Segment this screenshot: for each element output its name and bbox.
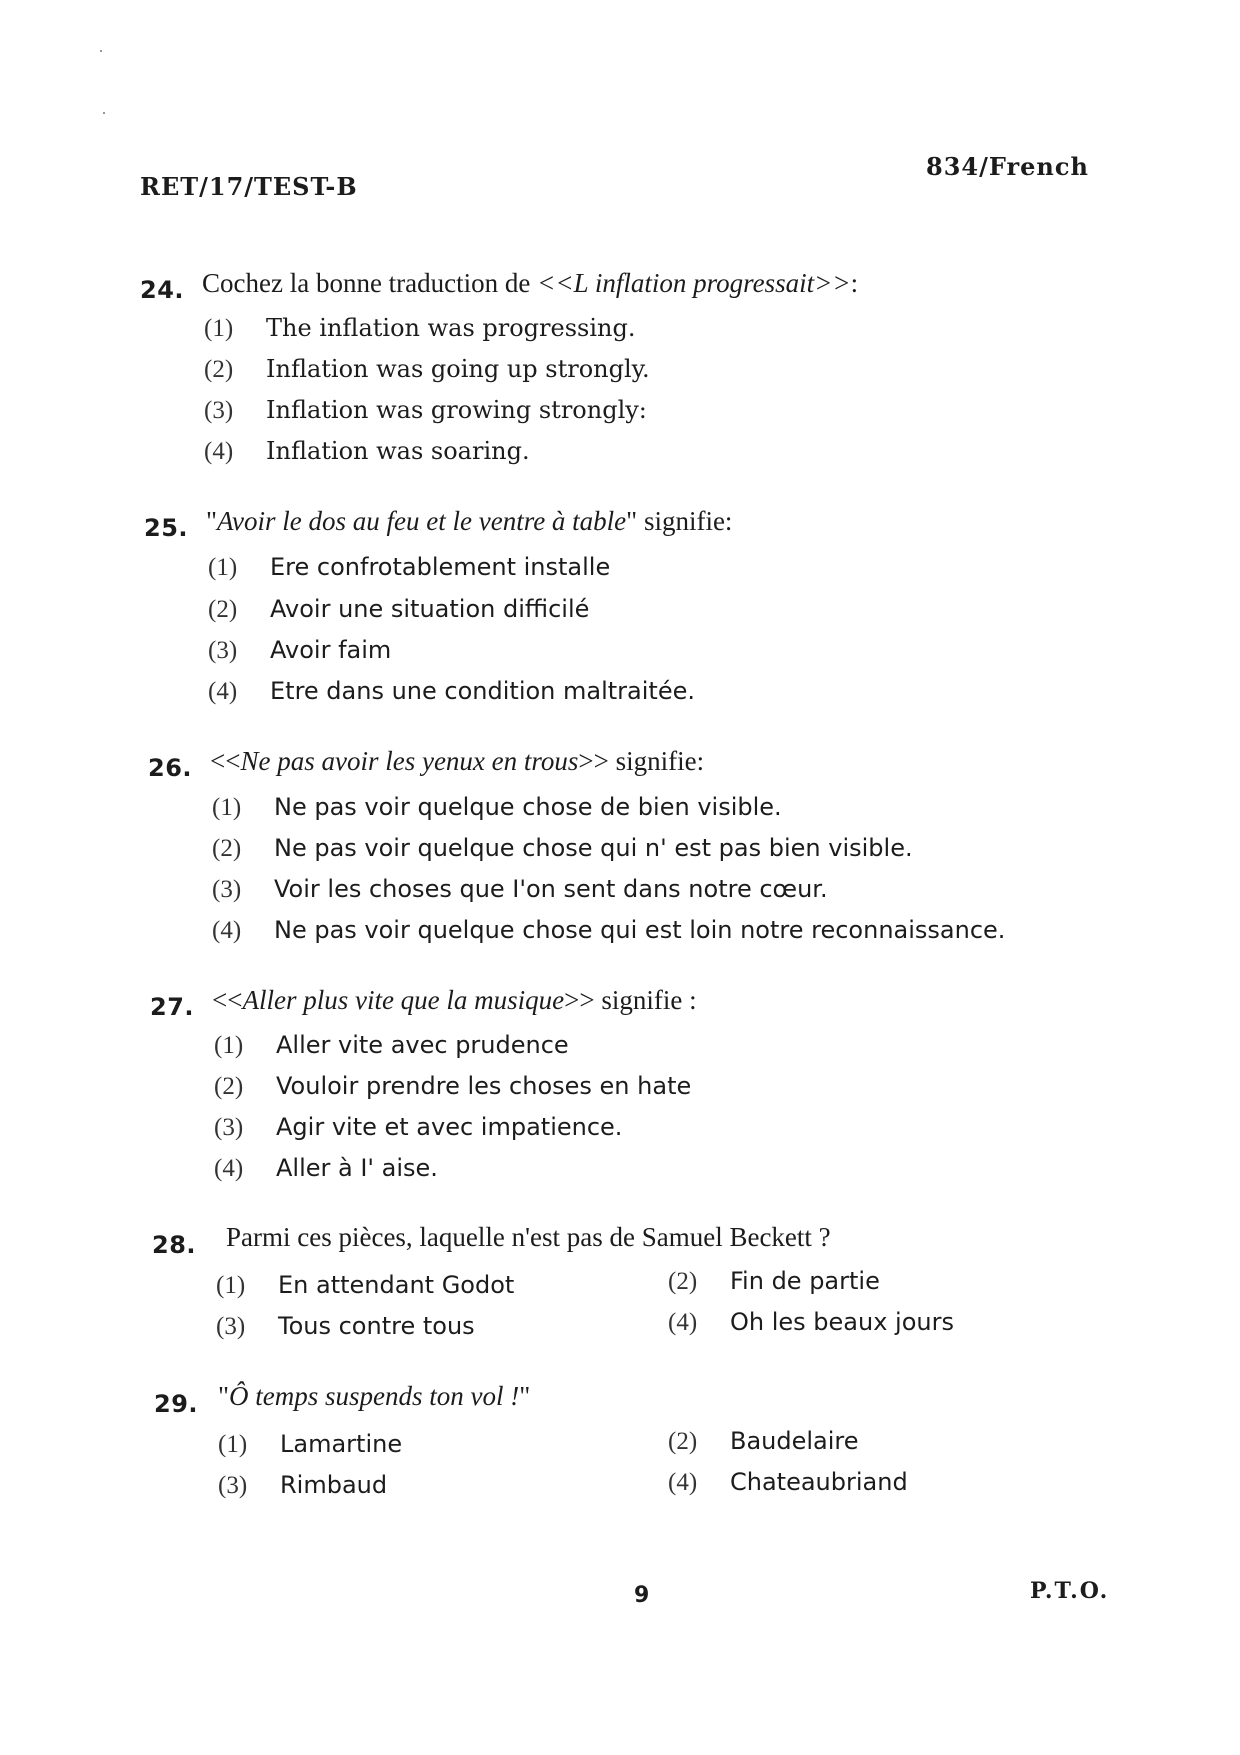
question-number: 25.: [144, 514, 189, 542]
option-2: [204, 355, 650, 384]
option-1: [204, 314, 635, 343]
option-number: (2): [212, 835, 242, 862]
option-3: [204, 396, 647, 425]
option-2: [668, 1427, 859, 1456]
prompt-text: >> signifie :: [564, 985, 697, 1015]
option-number: (1): [212, 794, 242, 821]
prompt-text: <<: [210, 746, 241, 776]
option-number: (4): [204, 438, 234, 465]
question-prompt: [226, 1222, 831, 1253]
option-number: (4): [214, 1155, 244, 1182]
option-number: (3): [204, 397, 234, 424]
option-number: (4): [668, 1309, 698, 1336]
option-number: (4): [208, 678, 238, 705]
option-2: [214, 1072, 691, 1101]
option-3: [216, 1312, 475, 1341]
option-text: Etre dans une condition maltraitée.: [270, 677, 695, 705]
question-number: 24.: [140, 276, 185, 304]
prompt-quote: Ô temps suspends ton vol !: [229, 1381, 520, 1411]
option-number: (1): [208, 554, 238, 581]
option-text: Inflation was soaring.: [266, 437, 530, 465]
option-text: Inflation was growing strongly:: [266, 396, 647, 424]
option-4: [212, 916, 1005, 945]
option-text: Chateaubriand: [730, 1468, 908, 1496]
option-text: Ere confrotablement installe: [270, 553, 611, 581]
option-text: Oh les beaux jours: [730, 1308, 954, 1336]
question-prompt: [212, 985, 697, 1016]
question-number: 28.: [152, 1231, 197, 1259]
option-text: Avoir faim: [270, 636, 392, 664]
option-2: [212, 834, 913, 863]
prompt-text: ": [206, 506, 218, 536]
option-number: (3): [216, 1313, 246, 1340]
prompt-quote: Aller plus vite que la musique: [242, 985, 565, 1015]
option-1: [214, 1031, 569, 1060]
option-number: (2): [214, 1073, 244, 1100]
option-4: [214, 1154, 438, 1183]
question-prompt: [210, 746, 704, 777]
option-number: (1): [216, 1272, 246, 1299]
question-number: 29.: [154, 1390, 199, 1418]
option-number: (4): [668, 1469, 698, 1496]
question-number: 26.: [148, 754, 193, 782]
question-prompt: [206, 506, 732, 537]
option-number: (2): [208, 596, 238, 623]
scan-speck: [100, 50, 102, 52]
prompt-quote: Ne pas avoir les yenux en trous: [240, 746, 579, 776]
page-number: 9: [634, 1583, 650, 1608]
question-prompt: [202, 268, 858, 299]
option-text: Baudelaire: [730, 1427, 859, 1455]
prompt-text: :: [850, 268, 859, 298]
option-text: En attendant Godot: [278, 1271, 515, 1299]
option-number: (3): [214, 1114, 244, 1141]
prompt-text: <<: [212, 985, 243, 1015]
option-text: Vouloir prendre les choses en hate: [276, 1072, 692, 1100]
option-number: (3): [218, 1472, 248, 1499]
option-text: Lamartine: [280, 1430, 403, 1458]
option-3: [218, 1471, 387, 1500]
option-2: [208, 595, 589, 624]
prompt-text: " signifie:: [626, 506, 733, 536]
question-prompt: [218, 1381, 530, 1412]
prompt-quote: Avoir le dos au feu et le ventre à table: [217, 506, 627, 536]
option-text: Fin de partie: [730, 1267, 880, 1295]
option-text: Voir les choses que I'on sent dans notre cœur.: [274, 875, 828, 903]
option-text: Ne pas voir quelque chose de bien visible.: [274, 793, 782, 821]
option-2: [668, 1267, 880, 1296]
option-text: Aller vite avec prudence: [276, 1031, 569, 1059]
option-number: (3): [212, 876, 242, 903]
option-text: Tous contre tous: [278, 1312, 475, 1340]
question-number: 27.: [150, 993, 195, 1021]
option-number: (1): [214, 1032, 244, 1059]
option-4: [208, 677, 695, 706]
option-4: [668, 1308, 954, 1337]
please-turn-over: P.T.O.: [1030, 1578, 1110, 1604]
option-3: [208, 636, 391, 665]
prompt-text: Parmi ces pièces, laquelle n'est pas de Samuel Beckett ?: [226, 1222, 831, 1252]
prompt-text: >> signifie:: [578, 746, 705, 776]
option-number: (2): [204, 356, 234, 383]
option-number: (4): [212, 917, 242, 944]
option-3: [212, 875, 828, 904]
paper-code: 834/French: [926, 152, 1089, 181]
option-number: (1): [204, 315, 234, 342]
option-number: (1): [218, 1431, 248, 1458]
option-text: Rimbaud: [280, 1471, 388, 1499]
prompt-text: ": [519, 1381, 531, 1411]
option-text: Inflation was going up strongly.: [266, 355, 650, 383]
option-text: The inflation was progressing.: [266, 314, 636, 342]
option-1: [218, 1430, 402, 1459]
scan-speck: [103, 112, 105, 114]
option-number: (3): [208, 637, 238, 664]
option-1: [212, 793, 782, 822]
prompt-text: ": [218, 1381, 230, 1411]
option-text: Ne pas voir quelque chose qui est loin notre reconnaissance.: [274, 916, 1006, 944]
option-text: Agir vite et avec impatience.: [276, 1113, 623, 1141]
option-4: [204, 437, 530, 466]
option-4: [668, 1468, 908, 1497]
option-text: Avoir une situation difficilé: [270, 595, 590, 623]
option-text: Aller à I' aise.: [276, 1154, 438, 1182]
option-text: Ne pas voir quelque chose qui n' est pas bien visible.: [274, 834, 913, 862]
option-number: (2): [668, 1268, 698, 1295]
option-1: [208, 553, 610, 582]
exam-code: RET/17/TEST-B: [140, 172, 358, 201]
prompt-quote: <<L inflation progressait>>: [537, 268, 851, 298]
prompt-text: Cochez la bonne traduction de: [202, 268, 538, 298]
option-3: [214, 1113, 622, 1142]
option-1: [216, 1271, 514, 1300]
option-number: (2): [668, 1428, 698, 1455]
